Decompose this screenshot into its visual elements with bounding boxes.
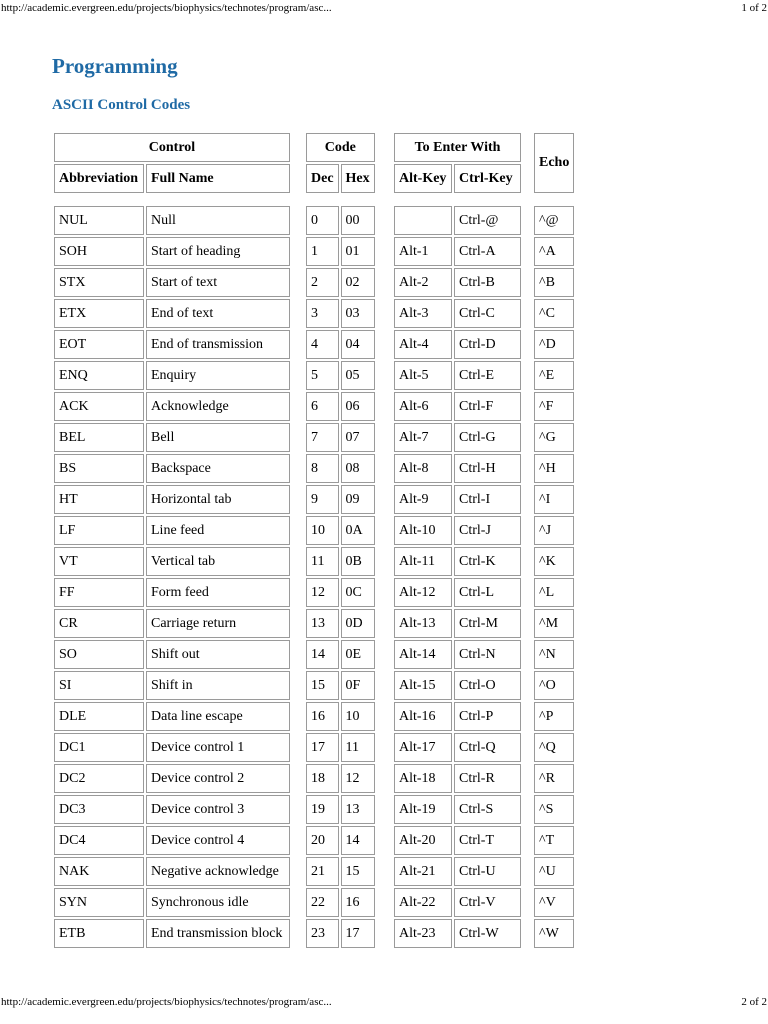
- alt-key-cell: Alt-18: [394, 764, 452, 793]
- abbreviation-cell: ENQ: [54, 361, 144, 390]
- table-row: [54, 361, 290, 390]
- alt-key-cell: Alt-7: [394, 423, 452, 452]
- dec-cell: 8: [306, 454, 339, 483]
- table-row: [394, 919, 521, 948]
- table-row: [534, 671, 574, 700]
- table-row: [534, 640, 574, 669]
- table-row: [306, 826, 375, 855]
- echo-cell: ^J: [534, 516, 574, 545]
- alt-key-cell: Alt-15: [394, 671, 452, 700]
- dec-cell: 9: [306, 485, 339, 514]
- full-name-cell: Data line escape: [146, 702, 290, 731]
- table-row: [534, 826, 574, 855]
- ctrl-key-cell: Ctrl-Q: [454, 733, 521, 762]
- echo-cell: ^S: [534, 795, 574, 824]
- dec-cell: 6: [306, 392, 339, 421]
- ctrl-key-cell: Ctrl-V: [454, 888, 521, 917]
- dec-cell: 14: [306, 640, 339, 669]
- table-row: [54, 423, 290, 452]
- alt-key-cell: Alt-10: [394, 516, 452, 545]
- enter-with-table-body: [394, 206, 521, 948]
- full-name-cell: Device control 3: [146, 795, 290, 824]
- dec-cell: 17: [306, 733, 339, 762]
- control-table: [52, 131, 292, 950]
- echo-cell: ^N: [534, 640, 574, 669]
- alt-key-cell: Alt-3: [394, 299, 452, 328]
- ctrl-key-cell: Ctrl-L: [454, 578, 521, 607]
- dec-cell: 16: [306, 702, 339, 731]
- hex-cell: 16: [341, 888, 375, 917]
- code-table-body: [306, 206, 375, 948]
- hex-cell: 0C: [341, 578, 375, 607]
- abbreviation-cell: SOH: [54, 237, 144, 266]
- echo-cell: ^P: [534, 702, 574, 731]
- abbreviation-cell: VT: [54, 547, 144, 576]
- table-row: [54, 764, 290, 793]
- abbreviation-cell: DC4: [54, 826, 144, 855]
- abbreviation-cell: NAK: [54, 857, 144, 886]
- ctrl-key-cell: Ctrl-N: [454, 640, 521, 669]
- dec-cell: 19: [306, 795, 339, 824]
- table-row: [54, 671, 290, 700]
- ctrl-key-cell: Ctrl-A: [454, 237, 521, 266]
- table-row: [394, 795, 521, 824]
- hex-cell: 15: [341, 857, 375, 886]
- echo-cell: ^A: [534, 237, 574, 266]
- alt-key-cell: Alt-13: [394, 609, 452, 638]
- full-name-cell: Negative acknowledge: [146, 857, 290, 886]
- echo-cell: ^G: [534, 423, 574, 452]
- full-name-cell: Carriage return: [146, 609, 290, 638]
- alt-key-cell: [394, 206, 452, 235]
- table-row: [394, 671, 521, 700]
- dec-cell: 7: [306, 423, 339, 452]
- alt-key-cell: Alt-22: [394, 888, 452, 917]
- table-row: [394, 392, 521, 421]
- echo-cell: ^W: [534, 919, 574, 948]
- table-row: [534, 268, 574, 297]
- table-row: [394, 578, 521, 607]
- table-row: [534, 206, 574, 235]
- alt-key-cell: Alt-6: [394, 392, 452, 421]
- table-row: [534, 888, 574, 917]
- echo-cell: ^L: [534, 578, 574, 607]
- hex-cell: 02: [341, 268, 375, 297]
- dec-cell: 11: [306, 547, 339, 576]
- header-url: http://academic.evergreen.edu/projects/biophysics/technotes/program/asc...: [1, 2, 332, 14]
- table-row: [54, 609, 290, 638]
- table-row: [394, 516, 521, 545]
- enter-with-header: To Enter With: [394, 133, 521, 162]
- table-row: [306, 299, 375, 328]
- abbreviation-header: Abbreviation: [54, 164, 144, 193]
- dec-cell: 20: [306, 826, 339, 855]
- ctrl-key-cell: Ctrl-M: [454, 609, 521, 638]
- abbreviation-cell: CR: [54, 609, 144, 638]
- table-row: [394, 299, 521, 328]
- hex-cell: 11: [341, 733, 375, 762]
- hex-cell: 00: [341, 206, 375, 235]
- full-name-cell: Enquiry: [146, 361, 290, 390]
- ctrl-key-cell: Ctrl-R: [454, 764, 521, 793]
- hex-header: Hex: [341, 164, 375, 193]
- hex-cell: 17: [341, 919, 375, 948]
- hex-cell: 0E: [341, 640, 375, 669]
- table-row: [534, 919, 574, 948]
- table-row: [54, 330, 290, 359]
- dec-cell: 0: [306, 206, 339, 235]
- table-row: [534, 485, 574, 514]
- ctrl-key-cell: Ctrl-H: [454, 454, 521, 483]
- table-row: [394, 361, 521, 390]
- hex-cell: 09: [341, 485, 375, 514]
- alt-key-cell: Alt-14: [394, 640, 452, 669]
- table-row: [306, 733, 375, 762]
- table-row: [534, 330, 574, 359]
- table-row: [54, 454, 290, 483]
- alt-key-cell: Alt-2: [394, 268, 452, 297]
- dec-cell: 23: [306, 919, 339, 948]
- echo-cell: ^R: [534, 764, 574, 793]
- echo-table: [532, 131, 576, 950]
- footer-url: http://academic.evergreen.edu/projects/biophysics/technotes/program/asc...: [1, 996, 332, 1008]
- alt-key-cell: Alt-11: [394, 547, 452, 576]
- table-row: [394, 888, 521, 917]
- table-row: [306, 485, 375, 514]
- abbreviation-cell: DC1: [54, 733, 144, 762]
- echo-cell: ^Q: [534, 733, 574, 762]
- ctrl-key-cell: Ctrl-J: [454, 516, 521, 545]
- table-row: [54, 547, 290, 576]
- table-row: [534, 733, 574, 762]
- echo-cell: ^B: [534, 268, 574, 297]
- abbreviation-cell: ETX: [54, 299, 144, 328]
- alt-key-header: Alt-Key: [394, 164, 452, 193]
- hex-cell: 13: [341, 795, 375, 824]
- table-row: [394, 857, 521, 886]
- alt-key-cell: Alt-20: [394, 826, 452, 855]
- footer-page-number: 2 of 2: [741, 996, 767, 1008]
- table-row: [534, 237, 574, 266]
- table-row: [394, 764, 521, 793]
- hex-cell: 03: [341, 299, 375, 328]
- code-table: [304, 131, 377, 950]
- abbreviation-cell: STX: [54, 268, 144, 297]
- dec-cell: 18: [306, 764, 339, 793]
- full-name-cell: End of transmission: [146, 330, 290, 359]
- ctrl-key-cell: Ctrl-C: [454, 299, 521, 328]
- table-row: [54, 578, 290, 607]
- full-name-header: Full Name: [146, 164, 290, 193]
- dec-cell: 3: [306, 299, 339, 328]
- full-name-cell: Vertical tab: [146, 547, 290, 576]
- echo-cell: ^@: [534, 206, 574, 235]
- table-row: [54, 919, 290, 948]
- echo-table-body: [534, 206, 574, 948]
- full-name-cell: Form feed: [146, 578, 290, 607]
- alt-key-cell: Alt-19: [394, 795, 452, 824]
- table-row: [394, 485, 521, 514]
- abbreviation-cell: SYN: [54, 888, 144, 917]
- full-name-cell: Device control 1: [146, 733, 290, 762]
- table-row: [54, 857, 290, 886]
- table-row: [534, 609, 574, 638]
- hex-cell: 0D: [341, 609, 375, 638]
- full-name-cell: End transmission block: [146, 919, 290, 948]
- table-row: [54, 268, 290, 297]
- hex-cell: 07: [341, 423, 375, 452]
- echo-cell: ^K: [534, 547, 574, 576]
- abbreviation-cell: LF: [54, 516, 144, 545]
- table-row: [306, 702, 375, 731]
- full-name-cell: Backspace: [146, 454, 290, 483]
- table-row: [534, 392, 574, 421]
- table-row: [54, 826, 290, 855]
- table-row: [306, 330, 375, 359]
- table-row: [394, 237, 521, 266]
- dec-cell: 13: [306, 609, 339, 638]
- table-row: [534, 857, 574, 886]
- header-page-number: 1 of 2: [741, 2, 767, 14]
- table-row: [394, 268, 521, 297]
- table-row: [534, 764, 574, 793]
- table-row: [54, 733, 290, 762]
- echo-cell: ^H: [534, 454, 574, 483]
- dec-cell: 5: [306, 361, 339, 390]
- section-subtitle: ASCII Control Codes: [52, 97, 191, 113]
- hex-cell: 0F: [341, 671, 375, 700]
- abbreviation-cell: DC3: [54, 795, 144, 824]
- abbreviation-cell: DLE: [54, 702, 144, 731]
- table-row: [306, 547, 375, 576]
- alt-key-cell: Alt-8: [394, 454, 452, 483]
- ctrl-key-cell: Ctrl-@: [454, 206, 521, 235]
- ctrl-key-cell: Ctrl-P: [454, 702, 521, 731]
- table-row: [54, 237, 290, 266]
- ctrl-key-header: Ctrl-Key: [454, 164, 521, 193]
- abbreviation-cell: HT: [54, 485, 144, 514]
- hex-cell: 05: [341, 361, 375, 390]
- ctrl-key-cell: Ctrl-I: [454, 485, 521, 514]
- alt-key-cell: Alt-4: [394, 330, 452, 359]
- dec-cell: 1: [306, 237, 339, 266]
- ctrl-key-cell: Ctrl-T: [454, 826, 521, 855]
- ctrl-key-cell: Ctrl-W: [454, 919, 521, 948]
- ctrl-key-cell: Ctrl-U: [454, 857, 521, 886]
- alt-key-cell: Alt-21: [394, 857, 452, 886]
- full-name-cell: Bell: [146, 423, 290, 452]
- full-name-cell: Shift in: [146, 671, 290, 700]
- table-row: [534, 516, 574, 545]
- table-row: [534, 423, 574, 452]
- table-row: [54, 485, 290, 514]
- table-row: [54, 516, 290, 545]
- hex-cell: 10: [341, 702, 375, 731]
- abbreviation-cell: FF: [54, 578, 144, 607]
- alt-key-cell: Alt-9: [394, 485, 452, 514]
- ctrl-key-cell: Ctrl-B: [454, 268, 521, 297]
- table-row: [306, 764, 375, 793]
- table-row: [394, 423, 521, 452]
- full-name-cell: End of text: [146, 299, 290, 328]
- alt-key-cell: Alt-16: [394, 702, 452, 731]
- table-row: [534, 578, 574, 607]
- dec-header: Dec: [306, 164, 339, 193]
- enter-with-table: [392, 131, 523, 950]
- table-row: [394, 609, 521, 638]
- table-row: [306, 454, 375, 483]
- table-row: [394, 826, 521, 855]
- ctrl-key-cell: Ctrl-E: [454, 361, 521, 390]
- abbreviation-cell: ETB: [54, 919, 144, 948]
- dec-cell: 4: [306, 330, 339, 359]
- ctrl-key-cell: Ctrl-F: [454, 392, 521, 421]
- abbreviation-cell: ACK: [54, 392, 144, 421]
- table-row: [306, 237, 375, 266]
- table-row: [306, 423, 375, 452]
- table-row: [394, 702, 521, 731]
- table-row: [306, 919, 375, 948]
- dec-cell: 22: [306, 888, 339, 917]
- table-row: [54, 206, 290, 235]
- dec-cell: 15: [306, 671, 339, 700]
- table-row: [306, 361, 375, 390]
- table-row: [394, 206, 521, 235]
- ctrl-key-cell: Ctrl-K: [454, 547, 521, 576]
- hex-cell: 14: [341, 826, 375, 855]
- dec-cell: 21: [306, 857, 339, 886]
- full-name-cell: Line feed: [146, 516, 290, 545]
- full-name-cell: Shift out: [146, 640, 290, 669]
- table-row: [306, 609, 375, 638]
- ctrl-key-cell: Ctrl-D: [454, 330, 521, 359]
- abbreviation-cell: SO: [54, 640, 144, 669]
- alt-key-cell: Alt-5: [394, 361, 452, 390]
- table-row: [306, 795, 375, 824]
- table-row: [54, 392, 290, 421]
- table-row: [54, 702, 290, 731]
- full-name-cell: Device control 2: [146, 764, 290, 793]
- echo-header: Echo: [534, 133, 574, 193]
- full-name-cell: Null: [146, 206, 290, 235]
- table-row: [54, 795, 290, 824]
- table-row: [306, 206, 375, 235]
- table-row: [306, 516, 375, 545]
- echo-cell: ^U: [534, 857, 574, 886]
- hex-cell: 01: [341, 237, 375, 266]
- full-name-cell: Device control 4: [146, 826, 290, 855]
- table-row: [394, 733, 521, 762]
- dec-cell: 12: [306, 578, 339, 607]
- table-row: [534, 547, 574, 576]
- abbreviation-cell: SI: [54, 671, 144, 700]
- echo-cell: ^V: [534, 888, 574, 917]
- hex-cell: 04: [341, 330, 375, 359]
- table-row: [54, 640, 290, 669]
- table-row: [306, 671, 375, 700]
- echo-cell: ^T: [534, 826, 574, 855]
- abbreviation-cell: NUL: [54, 206, 144, 235]
- echo-cell: ^O: [534, 671, 574, 700]
- table-row: [54, 888, 290, 917]
- hex-cell: 0B: [341, 547, 375, 576]
- echo-cell: ^E: [534, 361, 574, 390]
- abbreviation-cell: BS: [54, 454, 144, 483]
- full-name-cell: Start of text: [146, 268, 290, 297]
- table-row: [534, 702, 574, 731]
- table-row: [394, 454, 521, 483]
- full-name-cell: Start of heading: [146, 237, 290, 266]
- table-row: [394, 640, 521, 669]
- page-title: Programming: [52, 54, 178, 78]
- table-row: [306, 268, 375, 297]
- alt-key-cell: Alt-17: [394, 733, 452, 762]
- alt-key-cell: Alt-23: [394, 919, 452, 948]
- echo-cell: ^C: [534, 299, 574, 328]
- hex-cell: 0A: [341, 516, 375, 545]
- ctrl-key-cell: Ctrl-G: [454, 423, 521, 452]
- table-row: [54, 299, 290, 328]
- full-name-cell: Synchronous idle: [146, 888, 290, 917]
- control-table-body: [54, 206, 290, 948]
- table-row: [306, 888, 375, 917]
- table-row: [306, 578, 375, 607]
- hex-cell: 08: [341, 454, 375, 483]
- echo-cell: ^D: [534, 330, 574, 359]
- table-row: [534, 795, 574, 824]
- code-header: Code: [306, 133, 375, 162]
- print-header: [0, 0, 768, 16]
- table-row: [534, 299, 574, 328]
- abbreviation-cell: BEL: [54, 423, 144, 452]
- abbreviation-cell: EOT: [54, 330, 144, 359]
- echo-cell: ^F: [534, 392, 574, 421]
- echo-cell: ^I: [534, 485, 574, 514]
- ctrl-key-cell: Ctrl-S: [454, 795, 521, 824]
- table-row: [306, 640, 375, 669]
- hex-cell: 06: [341, 392, 375, 421]
- table-row: [306, 392, 375, 421]
- echo-cell: ^M: [534, 609, 574, 638]
- control-header: Control: [54, 133, 290, 162]
- full-name-cell: Acknowledge: [146, 392, 290, 421]
- dec-cell: 2: [306, 268, 339, 297]
- table-row: [306, 857, 375, 886]
- alt-key-cell: Alt-12: [394, 578, 452, 607]
- abbreviation-cell: DC2: [54, 764, 144, 793]
- hex-cell: 12: [341, 764, 375, 793]
- table-row: [394, 547, 521, 576]
- alt-key-cell: Alt-1: [394, 237, 452, 266]
- ctrl-key-cell: Ctrl-O: [454, 671, 521, 700]
- print-footer: [0, 994, 768, 1010]
- table-row: [534, 454, 574, 483]
- table-row: [394, 330, 521, 359]
- table-row: [534, 361, 574, 390]
- full-name-cell: Horizontal tab: [146, 485, 290, 514]
- dec-cell: 10: [306, 516, 339, 545]
